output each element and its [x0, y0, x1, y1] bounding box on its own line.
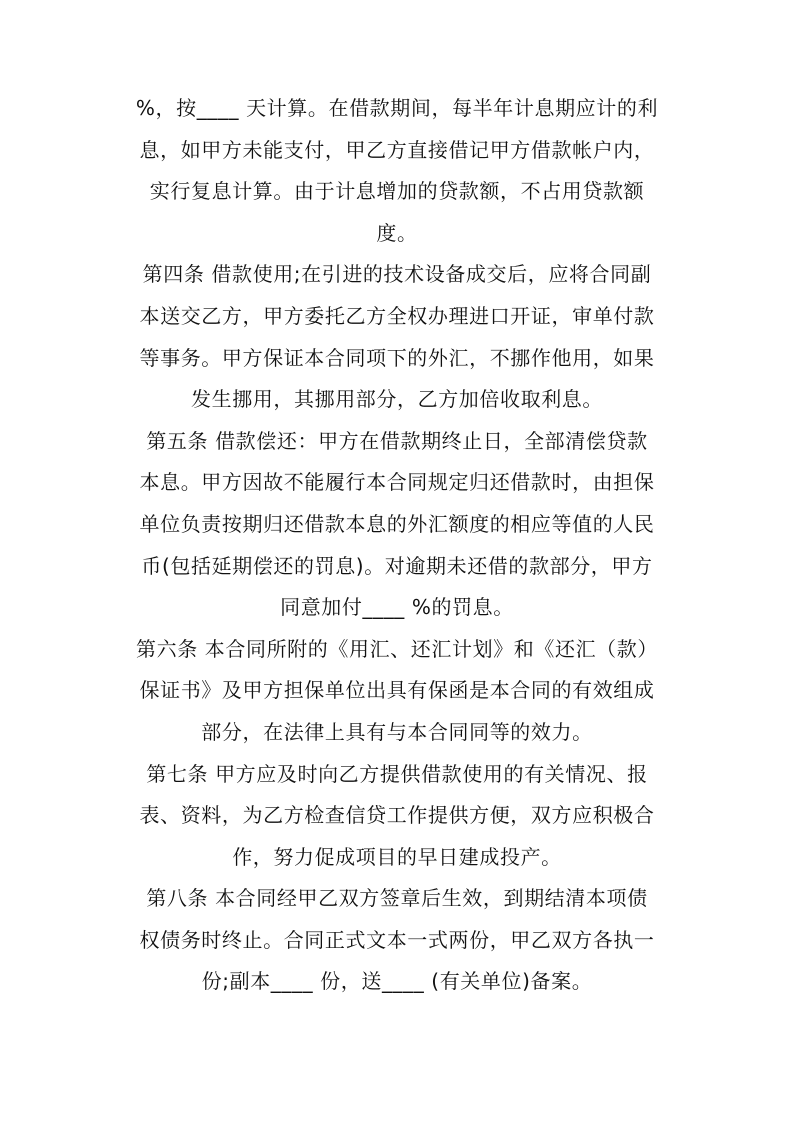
text-line: 本送交乙方，甲方委托乙方全权办理进口开证，审单付款 [139, 303, 655, 328]
text-line: 保证书》及甲方担保单位出具有保函是本合同的有效组成 [139, 678, 655, 703]
text-line: 息，如甲方未能支付，甲乙方直接借记甲方借款帐户内， [139, 137, 655, 162]
text-line: 作，努力促成项目的早日建成投产。 [232, 844, 562, 869]
text-line: 本息。甲方因故不能履行本合同规定归还借款时，由担保 [139, 470, 655, 495]
text-line: 部分，在法律上具有与本合同同等的效力。 [201, 719, 593, 744]
text-line: 度。 [376, 220, 418, 245]
text-line: 权债务时终止。合同正式文本一式两份，甲乙双方各执一 [139, 927, 655, 952]
clause-4-line: 第四条 借款使用;在引进的技术设备成交后，应将合同副 [142, 262, 652, 287]
clause-5-line: 第五条 借款偿还：甲方在借款期终止日，全部清偿贷款 [146, 428, 648, 453]
text-line: 表、资料，为乙方检查信贷工作提供方便，双方应积极合 [139, 803, 655, 828]
text-line: 等事务。甲方保证本合同项下的外汇，不挪作他用，如果 [139, 345, 655, 370]
text-line: 发生挪用，其挪用部分，乙方加倍收取利息。 [191, 387, 603, 412]
text-line: %，按____ 天计算。在借款期间，每半年计息期应计的利 [135, 96, 659, 120]
text-line: 币(包括延期偿还的罚息)。对逾期未还借的款部分，甲方 [141, 553, 653, 578]
text-line: 同意加付____ %的罚息。 [280, 595, 514, 620]
text-line: 实行复息计算。由于计息增加的贷款额，不占用贷款额 [149, 179, 645, 204]
clause-8-line: 第八条 本合同经甲乙双方签章后生效，到期结清本项债 [146, 886, 648, 911]
text-line: 份;副本____ 份，送____ (有关单位)备案。 [201, 969, 593, 994]
text-line: 单位负责按期归还借款本息的外汇额度的相应等值的人民 [139, 511, 655, 536]
clause-6-line: 第六条 本合同所附的《用汇、还汇计划》和《还汇（款） [136, 636, 658, 661]
clause-7-line: 第七条 甲方应及时向乙方提供借款使用的有关情况、报 [146, 761, 648, 786]
contract-text [118, 88, 676, 1003]
